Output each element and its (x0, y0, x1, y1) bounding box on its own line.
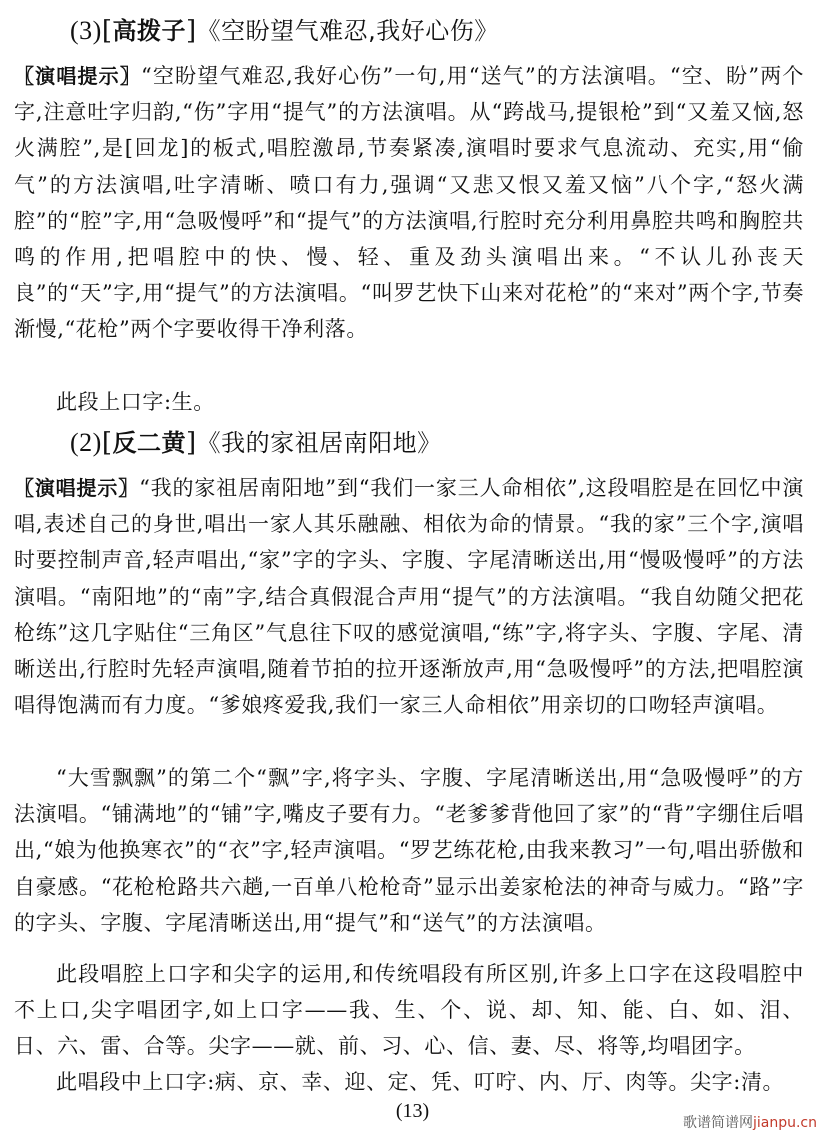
section-heading-1 (70, 14, 499, 48)
section-number: (3) (70, 16, 102, 45)
aria-title: 《空盼望气难忍,我好心伤》 (196, 17, 499, 45)
watermark (683, 1112, 817, 1132)
bracket-open: [ (101, 16, 113, 46)
shangkou-text: 此段上口字:生。 (56, 390, 215, 414)
tune-name: 高拨子 (112, 17, 186, 45)
aria-title: 《我的家祖居南阳地》 (196, 429, 442, 457)
page-number: (13) (395, 1100, 430, 1122)
watermark-site: 歌谱简谱网 (682, 1115, 753, 1131)
body-paragraph (14, 1064, 804, 1100)
watermark-domain: jianpu.cn (752, 1115, 817, 1131)
singing-tips-text: “我的家祖居南阳地”到“我们一家三人命相依”,这段唱腔是在回忆中演唱,表述自己的身世,唱出一家人其乐融融、相依为命的情景。“我的家”三个字,演唱时要控制声音,轻声唱出,“家”字的字头、字腹、字尾清晰送出,用“慢吸慢呼”的方法演唱。“南阳地”的“南”字,结合真假混合声用“提气”的方法演唱。“我自幼随父把花枪练”这几字贴住“三角区”气息往下叹的感觉演唱,“练”字,将字头、字腹、字尾、清晰送出,行腔时先轻声演唱,随着节拍的拉开逐渐放声,用“急吸慢呼”的方法,把唱腔演唱得饱满而有力度。“爹娘疼爱我,我们一家三人命相依”用亲切的口吻轻声演唱。 (14, 476, 804, 718)
singing-tips-text: “空盼望气难忍,我好心伤”一句,用“送气”的方法演唱。“空、盼”两个字,注意吐字归韵,“伤”字用“提气”的方法演唱。从“跨战马,提银枪”到“又羞又恼,怒火满腔”,是[回龙]的板式,唱腔激昂,节奏紧凑,演唱时要求气息流动、充实,用“偷气”的方法演唱,吐字清晰、喷口有力,强调“又悲又恨又羞又恼”八个字,“怒火满腔”的“腔”字,用“急吸慢呼”和“提气”的方法演唱,行腔时充分利用鼻腔共鸣和胸腔共鸣的作用,把唱腔中的快、慢、轻、重及劲头演唱出来。“不认儿孙丧天良”的“天”字,用“提气”的方法演唱。“叫罗艺快下山来对花枪”的“来对”两个字,节奏渐慢,“花枪”两个字要收得干净利落。 (14, 64, 804, 342)
paragraph-text: 此唱段中上口字:病、京、幸、迎、定、凭、叮咛、内、厅、肉等。尖字:清。 (56, 1070, 785, 1094)
section-number: (2) (70, 428, 102, 457)
bracket-close: ] (185, 16, 197, 46)
singing-tips-paragraph (14, 58, 804, 348)
tune-name: 反二黄 (112, 429, 186, 457)
bracket-open: [ (101, 428, 113, 458)
section-heading-2 (70, 426, 442, 460)
body-paragraph (14, 956, 804, 1065)
bracket-close: ] (185, 428, 197, 458)
singing-tips-paragraph (14, 470, 804, 723)
paragraph-text: “大雪飘飘”的第二个“飘”字,将字头、字腹、字尾清晰送出,用“急吸慢呼”的方法演唱。“铺满地”的“铺”字,嘴皮子要有力。“老爹爹背他回了家”的“背”字绷住后唱出,“娘为他换寒衣”的“衣”字,轻声演唱。“罗艺练花枪,由我来教习”一句,唱出骄傲和自豪感。“花枪枪路共六趟,一百单八枪枪奇”显示出姜家枪法的神奇与威力。“路”字的字头、字腹、字尾清晰送出,用“提气”和“送气”的方法演唱。 (14, 766, 805, 935)
paragraph-text: 此段唱腔上口字和尖字的运用,和传统唱段有所区别,许多上口字在这段唱腔中不上口,尖字唱团字,如上口字——我、生、个、说、却、知、能、白、如、泪、日、六、雷、合等。尖字——就、前、习、心、信、妻、尽、将等,均唱团字。 (14, 962, 804, 1059)
shangkou-paragraph (14, 384, 804, 420)
singing-tips-label: 〖演唱提示〗 (14, 476, 140, 500)
singing-tips-label: 〖演唱提示〗 (14, 64, 142, 88)
body-paragraph (14, 760, 804, 941)
